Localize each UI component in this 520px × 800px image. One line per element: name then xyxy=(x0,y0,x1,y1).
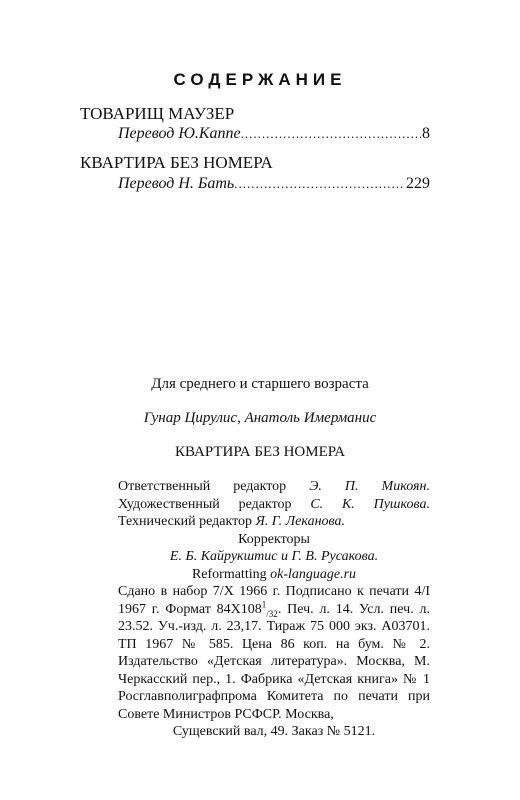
imprint-block xyxy=(118,478,430,741)
correctors-label: Корректоры xyxy=(238,531,310,547)
reformatting-credit xyxy=(118,566,430,584)
details-part-1: Сдано в набор 7/X 1966 г. Подписано к печати 4/I 1967 г. Формат 84Х108 xyxy=(118,584,430,617)
resp-editor-label: Ответственный редактор xyxy=(118,479,287,494)
book-title: КВАРТИРА БЕЗ НОМЕРА xyxy=(174,444,346,460)
audience-note: Для среднего и старшего возраста xyxy=(151,376,369,392)
toc-translator: Перевод Ю.Каппе xyxy=(118,125,241,142)
tech-editor-name: Я. Г. Леканова. xyxy=(255,514,345,529)
resp-editor-name: Э. П. Микоян. xyxy=(309,479,430,494)
details-part-2: . Печ. л. 14. Усл. печ. л. 23.52. Уч.-изд. л. 23,17. Тираж 75 000 экз. А03701. ТП 1967 № 585. Цена 86 коп. на бум. № 2. Издательство «Детская литература». Москва, М. Черкасский пер., 1. Фабрика «Детская книга» № 1 Росглавполиграфпрома Комитета по печати при Совете Министров РСФСР. Москва, xyxy=(118,601,430,722)
book-authors: Гунар Цирулис, Анатоль Имерманис xyxy=(143,410,377,426)
toc-entry-title: ТОВАРИЩ МАУЗЕР xyxy=(80,104,235,123)
toc-entry-title: КВАРТИРА БЕЗ НОМЕРА xyxy=(80,153,273,172)
toc-heading: СОДЕРЖАНИЕ xyxy=(173,70,347,89)
art-editor-name: С. К. Пушкова. xyxy=(310,496,431,512)
toc-translator: Перевод Н. Бать xyxy=(118,175,235,192)
correctors-names: Е. Б. Кайрукштис и Г. В. Русакова. xyxy=(169,549,379,564)
toc-dot-leader xyxy=(234,176,405,192)
toc-entry-line xyxy=(118,175,430,193)
toc-page-number: 229 xyxy=(406,175,430,192)
format-subscript: /32 xyxy=(266,608,278,619)
editors-paragraph xyxy=(118,478,430,531)
format-superscript: 1 xyxy=(261,598,267,609)
reformatting-label: Reformatting xyxy=(191,566,267,582)
publication-details xyxy=(118,583,430,723)
tech-editor-label: Технический редактор xyxy=(118,514,253,529)
art-editor-label: Художественный редактор xyxy=(118,496,292,512)
printing-address: Сущевский вал, 49. Заказ № 5121. xyxy=(172,724,376,739)
toc-dot-leader xyxy=(241,126,421,142)
toc-page-number: 8 xyxy=(422,125,430,142)
reformatting-site: ok-language.ru xyxy=(270,566,357,582)
toc-entry-line xyxy=(118,125,430,143)
